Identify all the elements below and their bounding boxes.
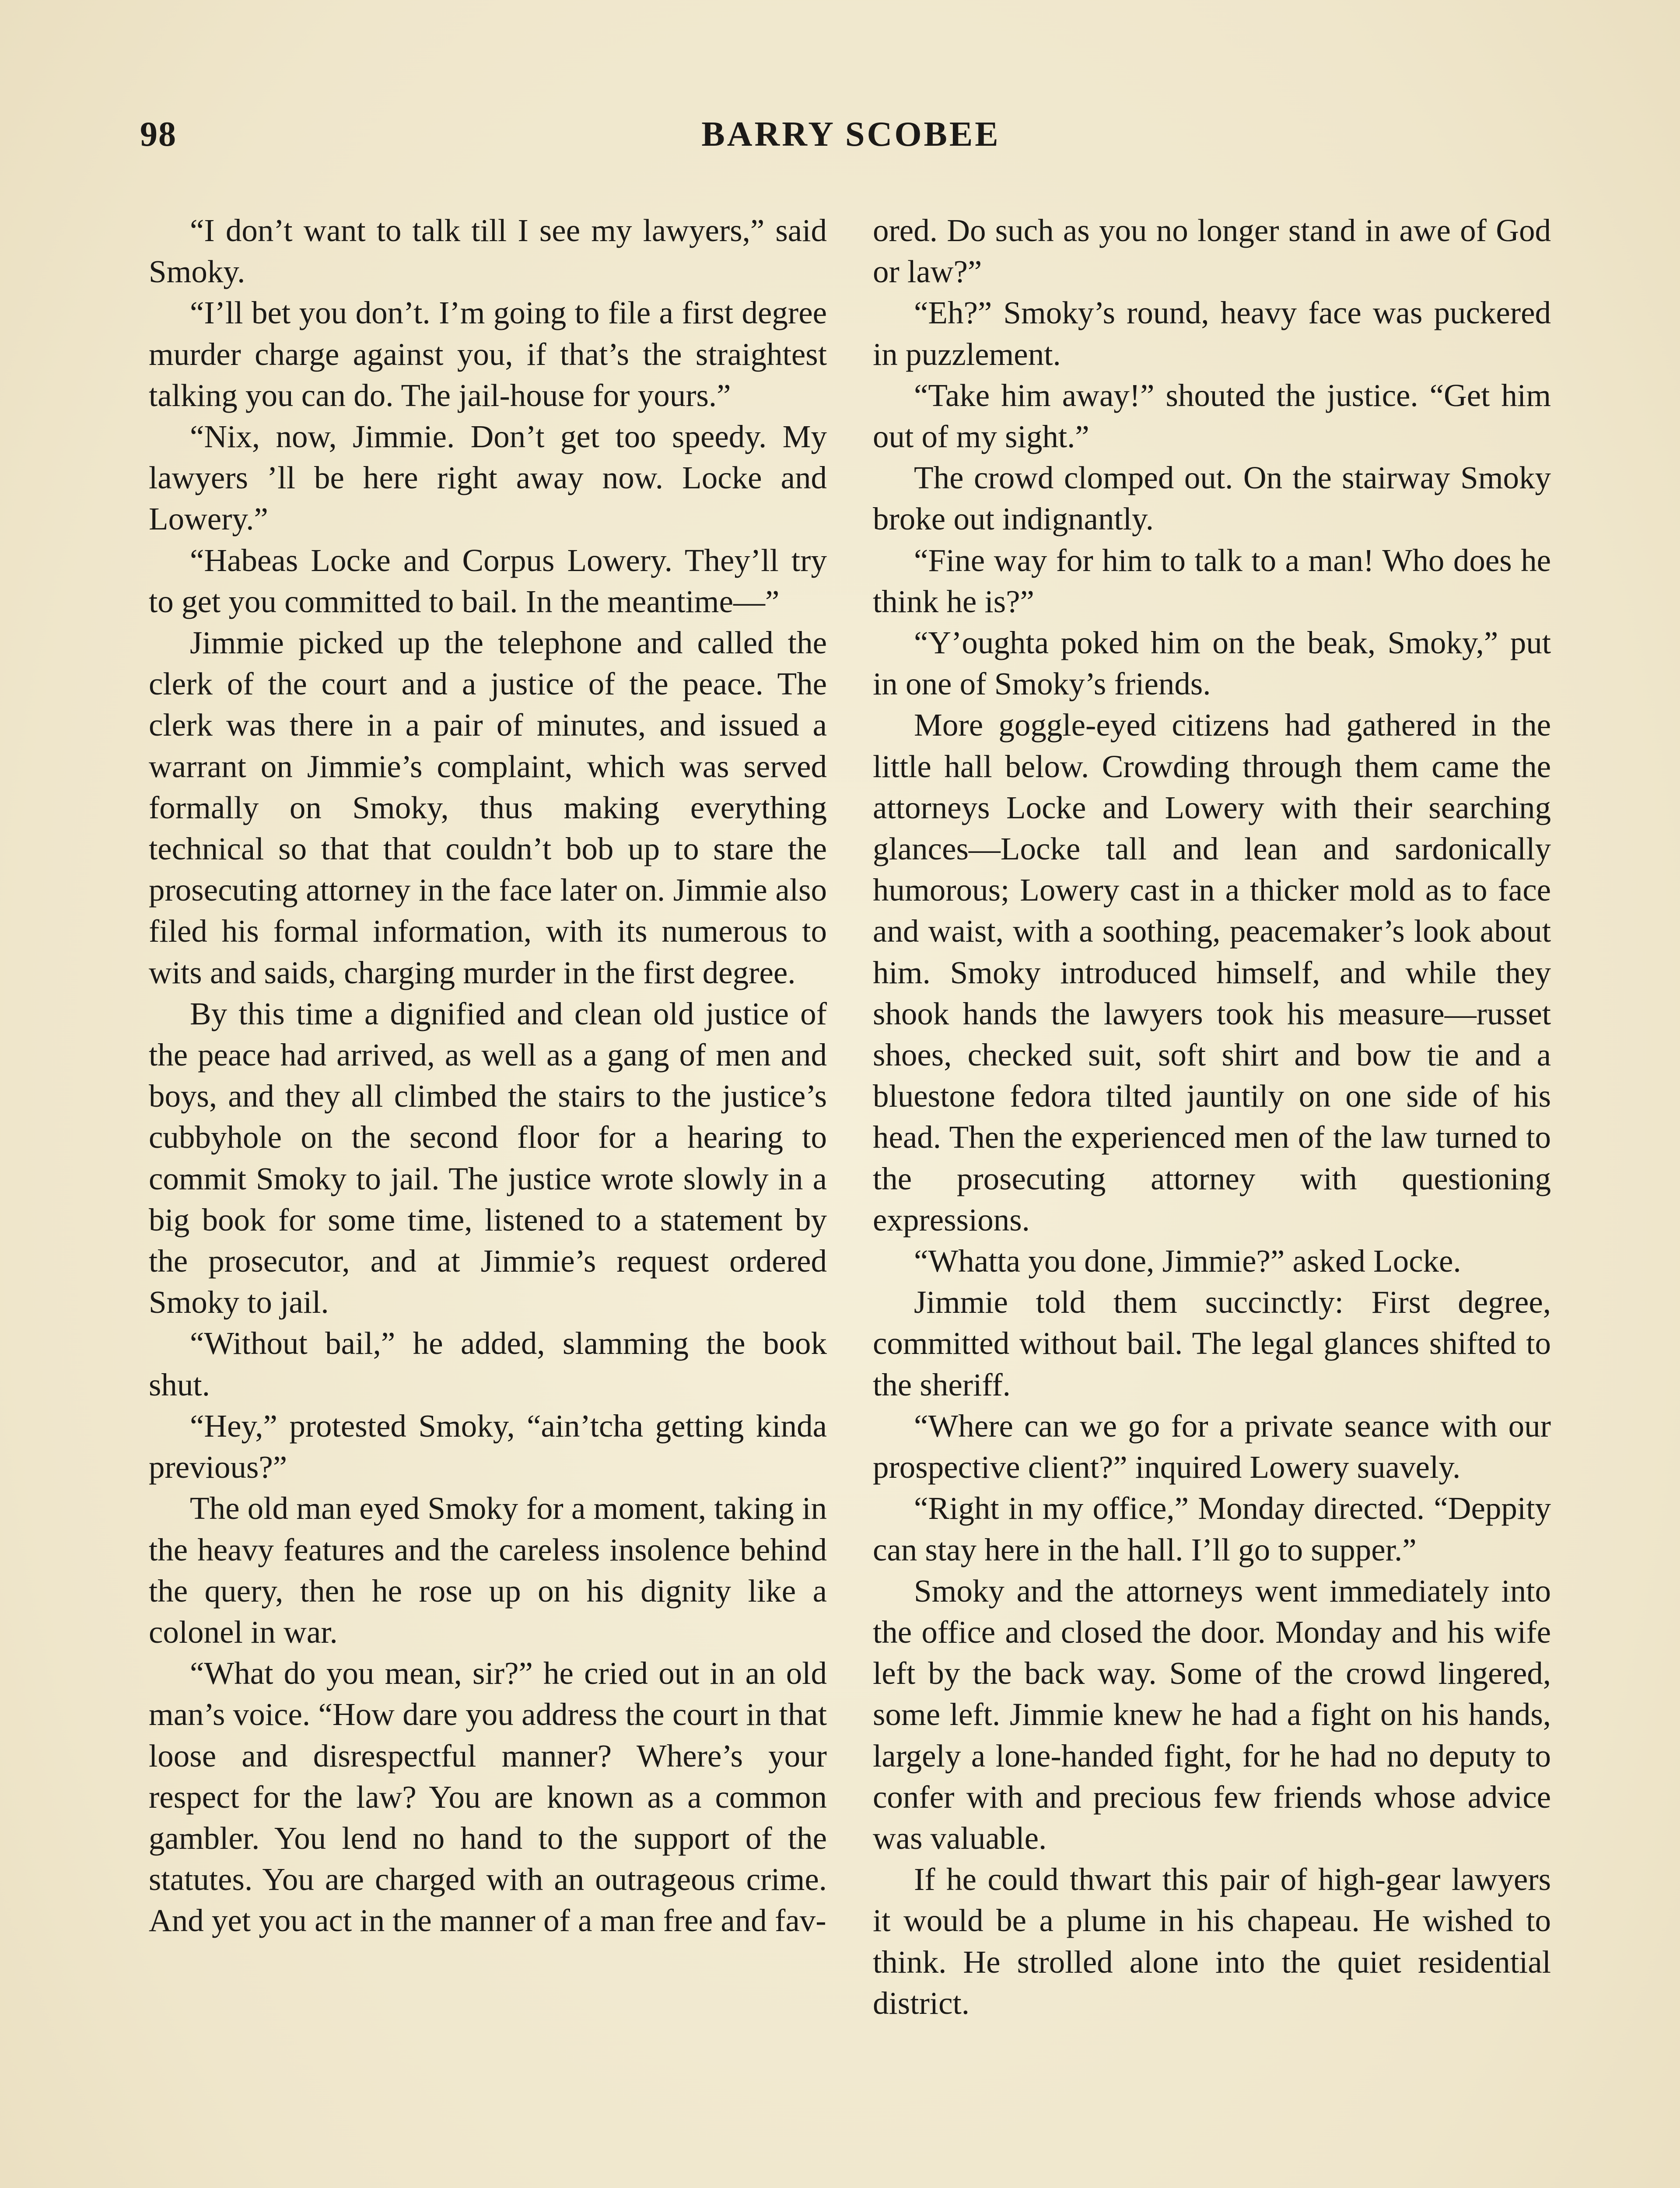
left-column — [149, 210, 827, 1942]
paragraph: By this time a dignified and clean old justice of the peace had arrived, as well as a gang of men and boys, and they all climbed the stairs to the justice’s cubbyhole on the second floor for a hearing to commit Smoky to jail. The justice wrote slowly in a big book for some time, listened to a statement by the prosecutor, and at Jimmie’s request ordered Smoky to jail. — [149, 996, 827, 1320]
paragraph: “Hey,” protested Smoky, “ain’tcha getting kinda previous?” — [149, 1408, 827, 1485]
paragraph: “Eh?” Smoky’s round, heavy face was puckered in puzzlement. — [873, 295, 1551, 372]
paragraph: “I’ll bet you don’t. I’m going to file a first degree murder charge against you, if that’s the straightest talking you can do. The jail-house for yours.” — [149, 295, 827, 413]
text-columns — [149, 210, 1562, 2188]
paragraph: “Take him away!” shouted the justice. “Get him out of my sight.” — [873, 377, 1551, 455]
paragraph-continued: ored. Do such as you no longer stand in awe of God or law?” — [873, 213, 1551, 290]
paragraph: Jimmie told them succinctly: First degree, committed without bail. The legal glances shifted to the sheriff. — [873, 1284, 1551, 1403]
paragraph: If he could thwart this pair of high-gear lawyers it would be a plume in his chapeau. He wished to think. He strolled alone into the quiet residential district. — [873, 1862, 1551, 2021]
paragraph: Smoky and the attorneys went immediately into the office and closed the door. Monday and his wife left by the back way. Some of the crowd lingered, some left. Jimmie knew he had a fight on his hands, largely a lone-handed fight, for he had no deputy to confer with and precious few friends whose advice was valuable. — [873, 1573, 1551, 1856]
paragraph: The old man eyed Smoky for a moment, taking in the heavy features and the careless insolence behind the query, then he rose up on his dignity like a colonel in war. — [149, 1490, 827, 1650]
paragraph: “Where can we go for a private seance with our prospective client?” inquired Lowery suavely. — [873, 1408, 1551, 1485]
paragraph: “Without bail,” he added, slamming the book shut. — [149, 1325, 827, 1403]
paragraph: “Nix, now, Jimmie. Don’t get too speedy. My lawyers ’ll be here right away now. Locke and Lowery.” — [149, 419, 827, 537]
right-column — [873, 210, 1551, 2024]
running-head: BARRY SCOBEE — [701, 115, 1001, 154]
paragraph: Jimmie picked up the telephone and called the clerk of the court and a justice of the peace. The clerk was there in a pair of minutes, and issued a warrant on Jimmie’s complaint, which was served formally on Smoky, thus making everything technical so that that couldn’t bob up to stare the prosecuting attorney in the face later on. Jimmie also filed his formal information, with its numerous to wits and saids, charging murder in the first degree. — [149, 625, 827, 990]
paragraph: The crowd clomped out. On the stairway Smoky broke out indignantly. — [873, 460, 1551, 537]
paragraph: “Fine way for him to talk to a man! Who does he think he is?” — [873, 542, 1551, 619]
paragraph: “Whatta you done, Jimmie?” asked Locke. — [914, 1243, 1461, 1279]
paragraph: “What do you mean, sir?” he cried out in an old man’s voice. “How dare you address the court in that loose and disrespectful manner? Where’s your respect for the law? You are known as a common gambler. You lend no hand to the support of the statutes. You are charged with an outrageous crime. And yet you act in the manner of a man free and fav- — [149, 1655, 827, 1939]
page-header — [140, 115, 1562, 163]
page-number: 98 — [140, 115, 177, 154]
paragraph: “Y’oughta poked him on the beak, Smoky,” put in one of Smoky’s friends. — [873, 625, 1551, 702]
paragraph: More goggle-eyed citizens had gathered in the little hall below. Crowding through them came the attorneys Locke and Lowery with their searching glances—Locke tall and lean and sardonically humorous; Lowery cast in a thicker mold as to face and waist, with a soothing, peacemaker’s look about him. Smoky introduced himself, and while they shook hands the lawyers took his measure—russet shoes, checked suit, soft shirt and bow tie and a bluestone fedora tilted jauntily on one side of his head. Then the experienced men of the law turned to the prosecuting attorney with questioning expressions. — [873, 707, 1551, 1238]
paragraph: “I don’t want to talk till I see my lawyers,” said Smoky. — [149, 213, 827, 290]
paragraph: “Habeas Locke and Corpus Lowery. They’ll try to get you committed to bail. In the meantime—” — [149, 542, 827, 619]
paragraph: “Right in my office,” Monday directed. “Deppity can stay here in the hall. I’ll go to supper.” — [873, 1490, 1551, 1567]
